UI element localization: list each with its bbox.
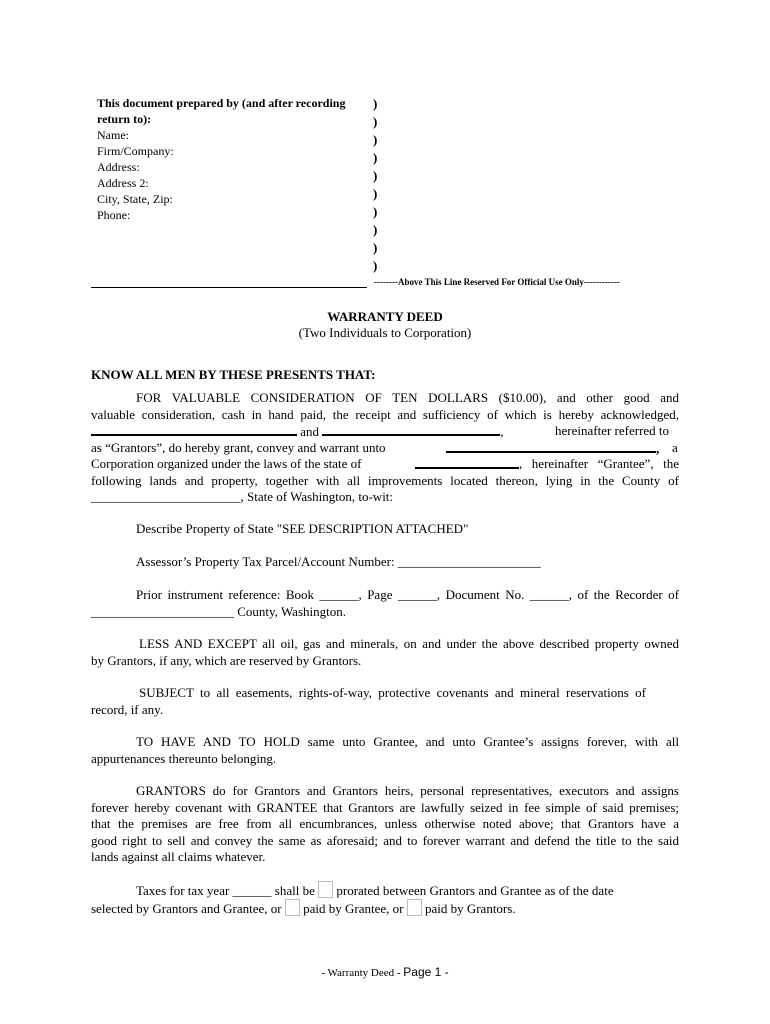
grantor-2-blank[interactable] — [322, 423, 500, 436]
official-use-notice: --------Above This Line Reserved For Official Use Only------------ — [374, 277, 620, 287]
taxes-selected-text: selected by Grantors and Grantee, or — [91, 901, 282, 916]
document-title: WARRANTY DEED — [327, 309, 443, 324]
field-city-state-zip-label: City, State, Zip: — [97, 192, 173, 206]
field-address-label: Address: — [97, 160, 140, 174]
covenant-line-5: lands against all claims whatever. — [91, 849, 266, 864]
paren-column — [373, 95, 377, 275]
describe-property-text: Describe Property of State "SEE DESCRIPTION ATTACHED" — [136, 521, 469, 536]
subject-to-line-2: record, if any. — [91, 702, 164, 717]
hereinafter-grantee-text: , hereinafter “Grantee”, the — [519, 456, 679, 471]
taxes-tax-year-text: Taxes for tax year ______ shall be — [136, 883, 315, 898]
covenant-line-2: forever hereby covenant with GRANTEE that Grantors are lawfully seized in fee simple of said premises; — [91, 800, 679, 815]
field-name-label: Name: — [97, 128, 129, 142]
prior-instrument-line-1: Prior instrument reference: Book ______, Page ______, Document No. ______, of the Recorder of — [136, 587, 679, 602]
paren-mark: ) — [373, 150, 378, 165]
page-number: Page 1 - — [403, 965, 449, 979]
paren-mark: ) — [373, 258, 378, 273]
field-phone-label: Phone: — [97, 208, 131, 222]
know-all-heading: KNOW ALL MEN BY THESE PRESENTS THAT: — [91, 367, 376, 382]
as-grantors-text: as “Grantors”, do hereby grant, convey and warrant unto — [91, 440, 386, 455]
state-blank-line — [415, 456, 519, 474]
grantor-1-blank[interactable] — [91, 423, 297, 436]
and-word: and — [300, 424, 320, 439]
paren-mark: ) — [373, 96, 378, 111]
to-have-line-2: appurtenances thereunto belonging. — [91, 751, 277, 766]
corporation-organized-text: Corporation organized under the laws of the state of — [91, 456, 362, 471]
paren-mark: ) — [373, 240, 378, 255]
grantee-name-line: , — [446, 440, 659, 458]
hereinafter-grantors-text: hereinafter referred to — [555, 423, 670, 438]
paid-by-grantors-checkbox[interactable] — [407, 899, 422, 916]
covenant-line-3: that the premises are free from all encumbrances, unless otherwise noted above; that Grantors have a — [91, 816, 679, 831]
covenant-line-4: good right to sell and convey the same as aforesaid; and to forever warrant and defend the title to the said — [91, 833, 679, 848]
paid-by-grantee-text: paid by Grantee, or — [303, 901, 404, 916]
field-firm-label: Firm/Company: — [97, 144, 174, 158]
prepared-by-heading-cont: return to): — [97, 112, 152, 126]
consideration-line-3: and , — [91, 423, 504, 441]
state-blank[interactable] — [415, 456, 519, 469]
subject-to-line-1: SUBJECT to all easements, rights-of-way, protective covenants and mineral reservations of — [139, 685, 646, 700]
following-lands-text: following lands and property, together with all improvements located thereon, lying in the County of — [91, 473, 679, 488]
consideration-line-2: valuable consideration, cash in hand paid, the receipt and sufficiency of which is hereby acknowledged, — [91, 407, 679, 422]
to-have-line-1: TO HAVE AND TO HOLD same unto Grantee, and unto Grantee’s assigns forever, with all — [136, 734, 679, 749]
prepared-by-heading: This document prepared by (and after recording — [97, 96, 346, 110]
paren-mark: ) — [373, 204, 378, 219]
consideration-line-1: FOR VALUABLE CONSIDERATION OF TEN DOLLARS ($10.00), and other good and — [136, 390, 679, 405]
paren-mark: ) — [373, 168, 378, 183]
taxes-line-2 — [91, 899, 516, 918]
paren-mark: ) — [373, 186, 378, 201]
paid-by-grantee-checkbox[interactable] — [285, 899, 300, 916]
page-footer — [0, 965, 770, 979]
paren-mark: ) — [373, 132, 378, 147]
recording-divider-line — [91, 287, 367, 288]
prepared-by-block — [97, 95, 377, 223]
footer-label: - Warranty Deed - — [321, 967, 401, 979]
taxes-line-1 — [136, 881, 614, 900]
document-subtitle: (Two Individuals to Corporation) — [298, 325, 472, 340]
a-word: a — [672, 440, 678, 455]
prorated-checkbox[interactable] — [318, 881, 333, 898]
paren-mark: ) — [373, 222, 378, 237]
less-and-except-line-1: LESS AND EXCEPT all oil, gas and minerals, on and under the above described property owned — [139, 636, 679, 651]
field-address2-label: Address 2: — [97, 176, 149, 190]
prior-instrument-line-2: ______________________ County, Washington. — [91, 604, 346, 619]
grantee-name-blank[interactable] — [446, 440, 656, 453]
state-of-washington-text: _______________________, State of Washington, to-wit: — [91, 489, 394, 504]
paid-by-grantors-text: paid by Grantors. — [424, 901, 516, 916]
taxes-prorated-text: prorated between Grantors and Grantee as of the date — [336, 883, 614, 898]
paren-mark: ) — [373, 114, 378, 129]
covenant-line-1: GRANTORS do for Grantors and Grantors heirs, personal representatives, executors and assigns — [136, 783, 679, 798]
less-and-except-line-2: by Grantors, if any, which are reserved by Grantors. — [91, 653, 362, 668]
assessor-parcel-text: Assessor’s Property Tax Parcel/Account Number: ______________________ — [136, 554, 541, 569]
